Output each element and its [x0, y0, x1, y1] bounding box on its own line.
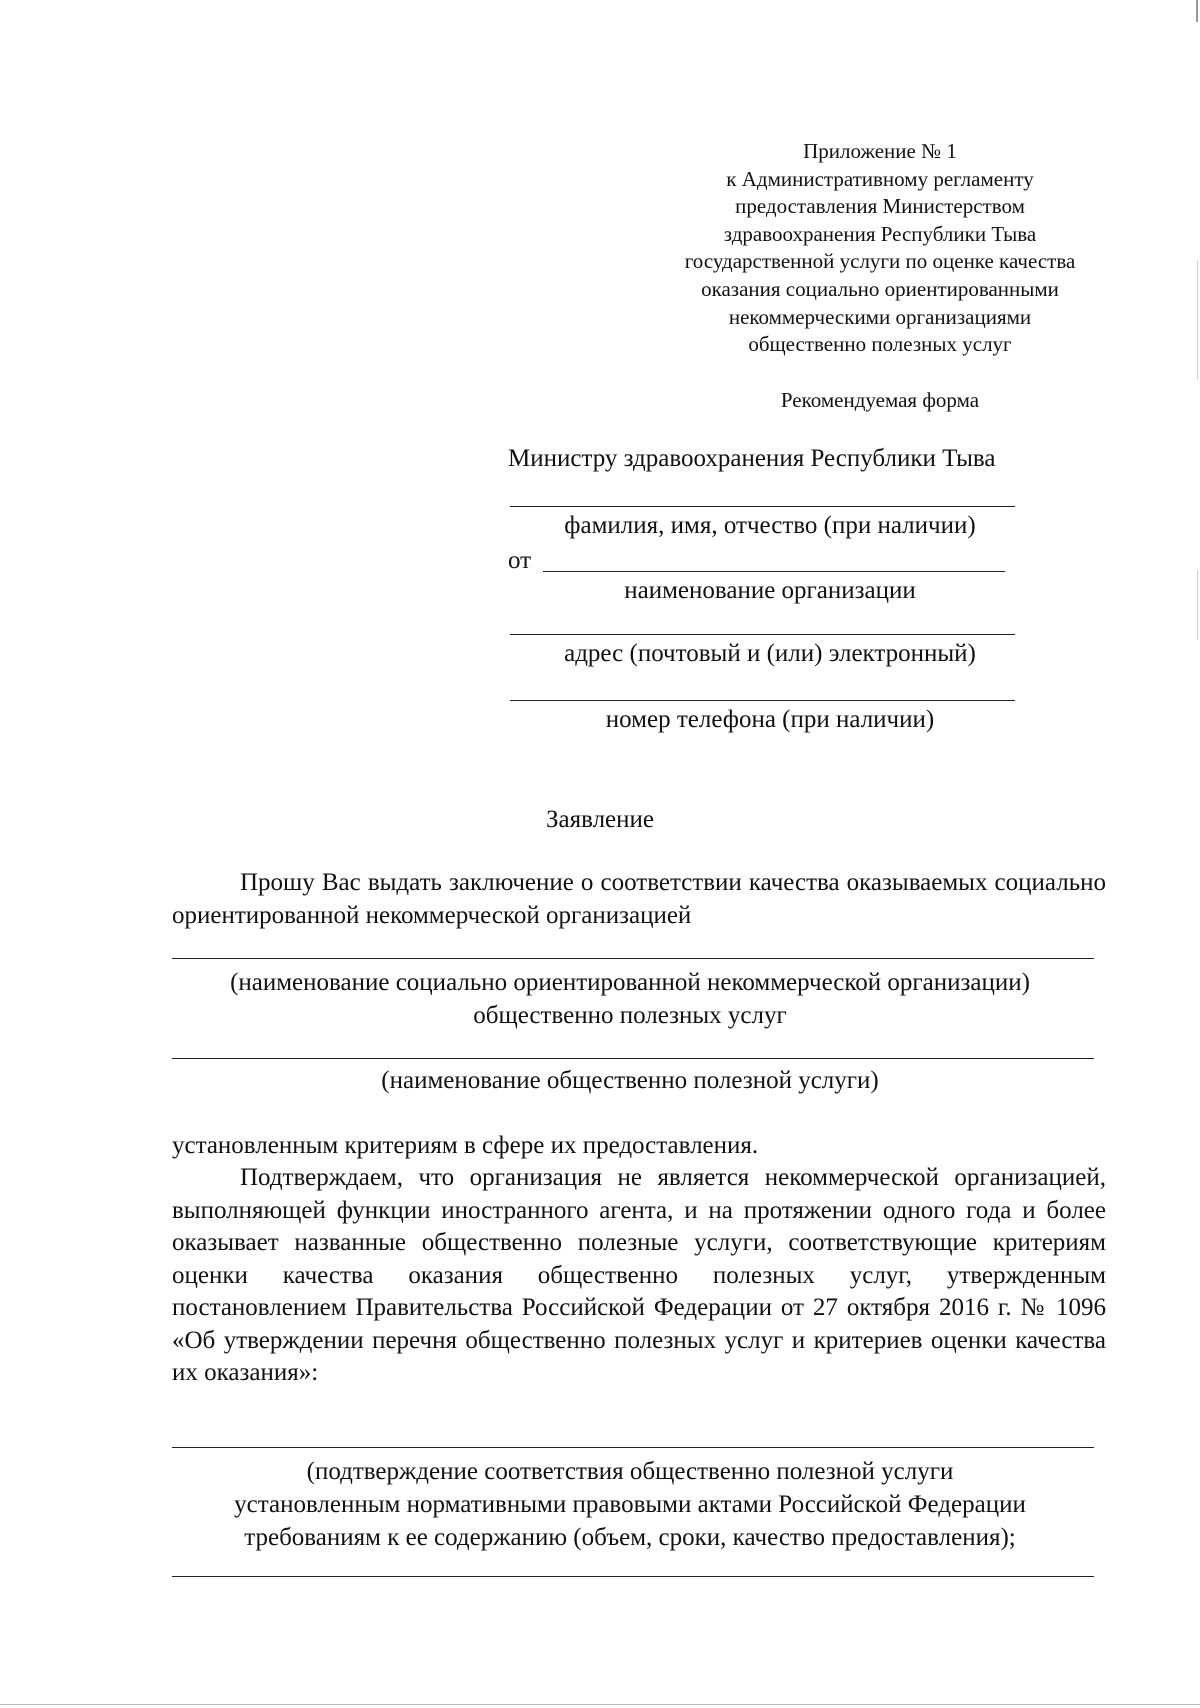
- request-paragraph: Прошу Вас выдать заключение о соответствии качества оказываемых социально ориентированной некоммерческой организацией: [172, 869, 1106, 929]
- header-line: некоммерческими организациями: [728, 304, 1032, 329]
- header-line: к Административному регламенту: [726, 166, 1034, 191]
- recommended-form-label: Рекомендуемая форма: [780, 388, 980, 412]
- services-phrase: общественно полезных услуг: [473, 1002, 787, 1029]
- confirm-line: [172, 1447, 1094, 1448]
- hint-confirm-line: (подтверждение соответствия общественно полезной услуги: [306, 1458, 954, 1485]
- appendix-header: [620, 138, 1140, 359]
- from-label: от: [508, 547, 532, 574]
- bottom-line: [172, 1576, 1094, 1577]
- service-name-line: [172, 1058, 1094, 1059]
- hint-org: наименование организации: [624, 577, 916, 604]
- document-title: Заявление: [545, 806, 655, 833]
- scan-edge-mark: [1197, 570, 1198, 640]
- confirm-paragraph: Подтверждаем, что организация не является некоммерческой организацией, выполняющей функции иностранного агента, и на протяжении одного года и более оказывает названные общественно полезные услуги, соответствующие критериям оценки качества оказания общественно полезных услуг, утвержденным постановлением Правительства Российской Федерации от 27 октября 2016 г. № 1096 «Об утверждении перечня общественно полезных услуг и критериев оценки качества их оказания»:: [172, 1164, 1106, 1386]
- hint-confirm-line: требованиям к ее содержанию (объем, сроки, качество предоставления);: [244, 1524, 1016, 1551]
- fio-line: [510, 506, 1015, 507]
- addressee-to: Министру здравоохранения Республики Тыва: [508, 445, 996, 472]
- phone-line: [510, 700, 1015, 701]
- hint-service: (наименование общественно полезной услуги): [381, 1067, 879, 1094]
- hint-confirm-line: установленным нормативными правовыми актами Российской Федерации: [234, 1491, 1026, 1518]
- scan-edge-mark: [1197, 260, 1198, 380]
- header-line: предоставления Министерством: [735, 194, 1025, 219]
- header-line: государственной услуги по оценке качества: [684, 249, 1076, 274]
- org-line: [543, 571, 1005, 572]
- hint-fio: фамилия, имя, отчество (при наличии): [564, 512, 976, 539]
- hint-address: адрес (почтовый и (или) электронный): [564, 640, 976, 667]
- hint-phone: номер телефона (при наличии): [605, 706, 935, 733]
- criteria-phrase: установленным критериям в сфере их предоставления.: [172, 1132, 759, 1159]
- header-line: Приложение № 1: [803, 139, 957, 163]
- scan-bottom-edge: [0, 1704, 1200, 1705]
- scan-edge-mark: [1196, 0, 1198, 22]
- header-line: здравоохранения Республики Тыва: [723, 221, 1037, 246]
- nko-name-line: [172, 958, 1094, 959]
- header-line: общественно полезных услуг: [748, 332, 1012, 357]
- hint-nko: (наименование социально ориентированной некоммерческой организации): [230, 969, 1030, 996]
- address-line: [510, 634, 1015, 635]
- header-line: оказания социально ориентированными: [701, 276, 1059, 301]
